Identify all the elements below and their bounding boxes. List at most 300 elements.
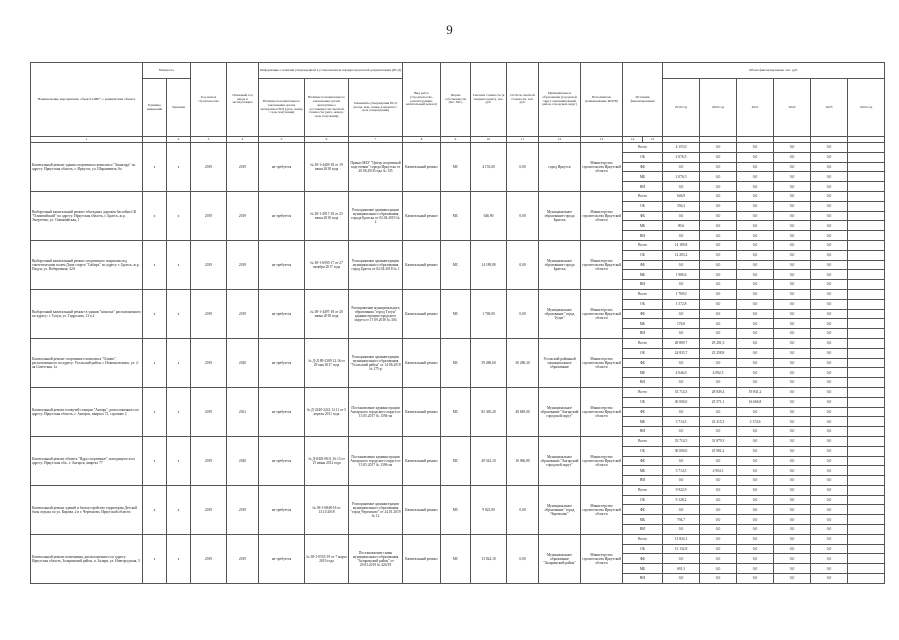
year-end: 2019	[227, 191, 259, 240]
source-label: Всего	[623, 143, 663, 153]
source-label: ОБ	[623, 201, 663, 211]
est-cost: 9 922,90	[471, 485, 507, 534]
funding-value: 0,0	[811, 250, 848, 260]
funding-value: 0,0	[774, 387, 811, 397]
funding-value	[848, 338, 885, 348]
funding-value: 0,0	[737, 172, 774, 182]
funding-value: 0,0	[663, 554, 700, 564]
funding-value: 0,0	[774, 485, 811, 495]
page-number: 9	[446, 22, 453, 37]
funding-value: 0,0	[700, 476, 737, 486]
funding-value: 0,0	[811, 260, 848, 270]
funding-value: 0,0	[737, 485, 774, 495]
header-est-remain: Остаток сметной стоимости, тыс. руб.	[507, 63, 539, 137]
funding-value: 0,0	[774, 397, 811, 407]
source-label: Всего	[623, 191, 663, 201]
price-check: № 38-1-0553-19 от 7 марта 2019 года	[305, 534, 349, 583]
header-executor: Исполнитель (наименование ИОГВ)	[581, 63, 623, 137]
column-number: 14	[623, 137, 643, 143]
source-label: Всего	[623, 534, 663, 544]
table-row	[31, 143, 885, 153]
funding-value: 0,0	[774, 182, 811, 192]
funding-value: 0,0	[811, 495, 848, 505]
unit: х	[143, 534, 167, 583]
funding-value: 0,0	[811, 466, 848, 476]
funding-value: 0,0	[774, 152, 811, 162]
funding-value	[848, 152, 885, 162]
header-ownership: Форма собственности (КС, МС)	[441, 63, 471, 137]
expertise: не требуется	[259, 289, 305, 338]
funding-value: 0,0	[663, 456, 700, 466]
source-label: ВИ	[623, 574, 663, 584]
ownership: МС	[441, 240, 471, 289]
approval: Распоряжение администрации муниципального образования город Братск от 02.04.2018 № 1	[349, 240, 403, 289]
source-label: ОБ	[623, 544, 663, 554]
funding-value: 0,0	[774, 250, 811, 260]
est-cost: 1 769,00	[471, 289, 507, 338]
funding-value: 0,0	[700, 299, 737, 309]
funding-value: 0,0	[700, 427, 737, 437]
ownership: МС	[441, 387, 471, 436]
funding-value: 2 076,5	[663, 172, 700, 182]
table-row	[31, 191, 885, 201]
funding-value	[848, 485, 885, 495]
funding-value: 0,0	[811, 309, 848, 319]
object-name: Капитальный ремонт объекта "Ядро спортивное", находящегося по адресу: Иркутская обл., г. Ангарск, квартал 77	[31, 436, 143, 485]
unit: х	[143, 191, 167, 240]
table-row	[31, 338, 885, 348]
source-label: ФБ	[623, 407, 663, 417]
funding-value: 0,0	[774, 319, 811, 329]
funding-value: 30 000,0	[663, 397, 700, 407]
value: х	[167, 387, 191, 436]
executor: Министерство строительства Иркутской области	[581, 289, 623, 338]
funding-value: 0,0	[663, 162, 700, 172]
source-label: ОБ	[623, 299, 663, 309]
funding-value: 30 000,0	[663, 446, 700, 456]
source-label: ФБ	[623, 505, 663, 515]
price-check: № 38-1-4917-18 от 25 июля 2018 года	[305, 191, 349, 240]
funding-value: 556,3	[663, 201, 700, 211]
funding-value: 0,0	[811, 368, 848, 378]
source-label: ФБ	[623, 554, 663, 564]
ownership: МС	[441, 191, 471, 240]
source-label: ФБ	[623, 260, 663, 270]
work-type: Капитальный ремонт	[403, 534, 441, 583]
funding-value: 0,0	[811, 182, 848, 192]
funding-value: 0,0	[774, 476, 811, 486]
source-label: ОБ	[623, 152, 663, 162]
funding-value: 0,0	[774, 417, 811, 427]
funding-value: 0,0	[700, 250, 737, 260]
price-check: № 38-1-6930-17 от 27 октября 2017 года	[305, 240, 349, 289]
est-cost: 646,90	[471, 191, 507, 240]
header-est-cost: Сметная стоимость (в текущих ценах), тыс. руб.	[471, 63, 507, 137]
funding-value: 0,0	[700, 407, 737, 417]
funding-value: 0,0	[774, 446, 811, 456]
header-municipality: Муниципальное образование (городской округ, муниципальный район, городской округ)	[539, 63, 581, 137]
funding-value: 0,0	[700, 280, 737, 290]
funding-value: 0,0	[700, 534, 737, 544]
funding-value: 0,0	[811, 319, 848, 329]
funding-value: 0,0	[737, 240, 774, 250]
funding-value: 3 714,5	[663, 466, 700, 476]
source-label: ФБ	[623, 358, 663, 368]
funding-value: 0,0	[663, 525, 700, 535]
funding-value: 0,0	[811, 211, 848, 221]
funding-value: 25 258,8	[700, 348, 737, 358]
funding-value: 0,0	[811, 564, 848, 574]
year-start: 2019	[191, 485, 227, 534]
header-year: 2024 год	[848, 79, 885, 137]
year-start: 2019	[191, 289, 227, 338]
municipality: Усольский районный муниципальное образование	[539, 338, 581, 387]
funding-value	[848, 289, 885, 299]
year-end: 2021	[227, 387, 259, 436]
year-start: 2019	[191, 143, 227, 192]
funding-value: 0,0	[663, 378, 700, 388]
unit: х	[143, 240, 167, 289]
funding-value: 13 132,8	[663, 544, 700, 554]
value: х	[167, 191, 191, 240]
funding-value: 0,0	[700, 574, 737, 584]
header-source: Источник финансирования	[623, 63, 663, 137]
est-remain: 0,00	[507, 485, 539, 534]
ownership: МС	[441, 485, 471, 534]
funding-value: 0,0	[774, 436, 811, 446]
funding-value: 0,0	[737, 143, 774, 153]
funding-value: 0,0	[774, 378, 811, 388]
ownership: МС	[441, 289, 471, 338]
header-value: Значение	[167, 79, 191, 137]
funding-value: 0,0	[737, 338, 774, 348]
funding-value: 0,0	[774, 427, 811, 437]
funding-value: 0,0	[811, 387, 848, 397]
year-end: 2020	[227, 436, 259, 485]
funding-value: 0,0	[737, 427, 774, 437]
funding-value: 0,0	[700, 260, 737, 270]
executor: Министерство строительства Иркутской области	[581, 485, 623, 534]
funding-value: 0,0	[811, 172, 848, 182]
approval: Распоряжение администрации муниципального образования "город Черемхово" от 24.01.2019 № 12	[349, 485, 403, 534]
funding-value: 12 203,2	[663, 250, 700, 260]
funding-value: 0,0	[700, 143, 737, 153]
funding-value: 0,0	[737, 211, 774, 221]
municipality: Муниципальное образование "Заларинский район"	[539, 534, 581, 583]
funding-value: 0,0	[700, 505, 737, 515]
funding-value	[848, 505, 885, 515]
year-end: 2019	[227, 485, 259, 534]
funding-value: 0,0	[700, 240, 737, 250]
funding-value: 0,0	[737, 152, 774, 162]
funding-value: 0,0	[774, 270, 811, 280]
funding-value: 0,0	[737, 182, 774, 192]
funding-value: 0,0	[811, 152, 848, 162]
source-label: Всего	[623, 485, 663, 495]
funding-value: 0,0	[663, 427, 700, 437]
year-start: 2019	[191, 240, 227, 289]
work-type: Капитальный ремонт	[403, 338, 441, 387]
source-label: МБ	[623, 564, 663, 574]
object-name: Выборочный капитальный ремонт спортивного покрытия под синтетическим полем Дома спорта "Сибирь" по адресу: г. Братск, ж.р. Падун, ул. Набережная, 42А	[31, 240, 143, 289]
source-label: ФБ	[623, 162, 663, 172]
funding-value: 0,0	[774, 348, 811, 358]
funding-value: 9 922,9	[663, 485, 700, 495]
funding-value	[848, 162, 885, 172]
est-cost: 14 189,80	[471, 240, 507, 289]
funding-value: 0,0	[774, 260, 811, 270]
funding-value: 0,0	[663, 329, 700, 339]
executor: Министерство строительства Иркутской области	[581, 240, 623, 289]
funding-value: 0,0	[811, 436, 848, 446]
header-capacity: Мощность	[143, 63, 191, 79]
source-label: Всего	[623, 338, 663, 348]
funding-value: 0,0	[811, 289, 848, 299]
funding-value: 0,0	[700, 201, 737, 211]
object-name: Капитальный ремонт здания спортивного комплекса "Авангард" по адресу: Иркутская область, г. Иркутск, ул. Шараневича, 6а	[31, 143, 143, 192]
funding-value: 1 572,8	[663, 299, 700, 309]
funding-value: 0,0	[663, 182, 700, 192]
funding-value	[848, 564, 885, 574]
funding-value: 0,0	[737, 368, 774, 378]
table-row	[31, 289, 885, 299]
municipality: Муниципальное образование "город Черемхово"	[539, 485, 581, 534]
source-label: ВИ	[623, 476, 663, 486]
funding-value: 794,7	[663, 515, 700, 525]
ownership: МС	[441, 143, 471, 192]
funding-value: 0,0	[811, 544, 848, 554]
funding-value: 4 046,0	[663, 368, 700, 378]
funding-value	[848, 417, 885, 427]
header-psd-info: Информация о наличии утвержденной в установленном порядке проектной документации (ПСД)	[259, 63, 403, 79]
header-unit: Единица измерения	[143, 79, 167, 137]
funding-value: 0,0	[737, 162, 774, 172]
funding-value	[848, 319, 885, 329]
est-cost: 49 542,10	[471, 436, 507, 485]
unit: х	[143, 485, 167, 534]
funding-value: 13 824,1	[663, 534, 700, 544]
funding-value: 0,0	[700, 309, 737, 319]
column-number: 6	[305, 137, 349, 143]
funding-value: 0,0	[700, 289, 737, 299]
year-end: 2019	[227, 240, 259, 289]
object-name: Капитальный ремонт зданий и благоустройство территории Детской базы отдыха по ул. Кирова, 2 в г. Черемхово, Иркутской области	[31, 485, 143, 534]
funding-value: 0,0	[737, 564, 774, 574]
funding-value: 0,0	[811, 338, 848, 348]
column-number: 8	[403, 137, 441, 143]
unit: х	[143, 387, 167, 436]
funding-value: 4 153,0	[663, 143, 700, 153]
funding-value: 31 879,3	[700, 436, 737, 446]
funding-value: 0,0	[811, 270, 848, 280]
column-number: 2	[167, 137, 191, 143]
funding-value	[848, 240, 885, 250]
value: х	[167, 240, 191, 289]
funding-value: 23 315,3	[700, 417, 737, 427]
funding-value: 0,0	[774, 495, 811, 505]
column-number: 10	[471, 137, 507, 143]
funding-value: 25 981,2	[700, 446, 737, 456]
expertise: не требуется	[259, 387, 305, 436]
funding-value: 25 571,1	[700, 397, 737, 407]
funding-value: 1 986,6	[663, 270, 700, 280]
source-label: МБ	[623, 270, 663, 280]
funding-value: 3 174,6	[737, 417, 774, 427]
funding-value: 0,0	[774, 505, 811, 515]
ownership: МС	[441, 436, 471, 485]
funding-value: 0,0	[811, 476, 848, 486]
funding-value: 0,0	[811, 378, 848, 388]
price-check: № Д-0403-0611.16.13 от 15 июня 2013 года	[305, 436, 349, 485]
funding-value: 0,0	[811, 554, 848, 564]
funding-value	[848, 387, 885, 397]
capital-repair-table	[30, 62, 885, 584]
funding-value: 0,0	[737, 574, 774, 584]
funding-value	[848, 191, 885, 201]
approval: Приказ МБУ "Центр спортивной подготовки" города Иркутска от 20.06.2018 года № 135	[349, 143, 403, 192]
expertise: не требуется	[259, 485, 305, 534]
funding-value: 0,0	[811, 299, 848, 309]
funding-value: 0,0	[811, 456, 848, 466]
column-number: 1	[31, 137, 143, 143]
price-check: № 38-1-6848-18 от 13.10.2018	[305, 485, 349, 534]
object-name: Выборочный капитальный ремонт объездных дорожек бассейна СК "Олимпийский" по адресу: Иркутская область, г. Братск, ж.р. Энергетик, ул. Олимпийская, 1	[31, 191, 143, 240]
approval: Распоряжение муниципального образования "город Тулун" администрации городского округа от 17.09.2018 № 304	[349, 289, 403, 338]
expertise: не требуется	[259, 143, 305, 192]
funding-value: 0,0	[737, 407, 774, 417]
source-label: ВИ	[623, 280, 663, 290]
funding-value	[848, 378, 885, 388]
municipality: Муниципальное образование "Ангарский городской округ"	[539, 436, 581, 485]
funding-value: 0,0	[774, 368, 811, 378]
funding-value	[848, 329, 885, 339]
funding-value: 0,0	[811, 446, 848, 456]
funding-value	[848, 299, 885, 309]
funding-value: 0,0	[774, 240, 811, 250]
est-remain: 30 286,30	[507, 338, 539, 387]
funding-value	[848, 231, 885, 241]
funding-value: 0,0	[737, 525, 774, 535]
funding-value: 0,0	[737, 309, 774, 319]
funding-value	[848, 182, 885, 192]
funding-value: 0,0	[811, 191, 848, 201]
est-remain: 0,00	[507, 143, 539, 192]
header-year-end: Плановый год ввода в эксплуатацию	[227, 63, 259, 137]
work-type: Капитальный ремонт	[403, 191, 441, 240]
price-check: № Д-2240-2241.12.11 от 5 апреля 2011 года	[305, 387, 349, 436]
expertise: не требуется	[259, 436, 305, 485]
value: х	[167, 143, 191, 192]
year-start: 2019	[191, 387, 227, 436]
funding-value: 19 841,2	[737, 387, 774, 397]
funding-value: 0,0	[811, 397, 848, 407]
funding-value: 0,0	[700, 319, 737, 329]
funding-value	[848, 211, 885, 221]
unit: х	[143, 338, 167, 387]
table-row	[31, 534, 885, 544]
funding-value: 0,0	[811, 515, 848, 525]
funding-value: 0,0	[774, 309, 811, 319]
source-label: ФБ	[623, 211, 663, 221]
unit: х	[143, 436, 167, 485]
funding-value: 0,0	[811, 231, 848, 241]
funding-value: 0,0	[700, 515, 737, 525]
funding-value: 0,0	[774, 574, 811, 584]
source-label: ОБ	[623, 250, 663, 260]
funding-value: 33 714,5	[663, 436, 700, 446]
municipality: Муниципальное образование города Братска	[539, 240, 581, 289]
work-type: Капитальный ремонт	[403, 436, 441, 485]
funding-value: 0,0	[737, 456, 774, 466]
table-row	[31, 436, 885, 446]
funding-value: 0,0	[737, 348, 774, 358]
funding-value: 0,0	[737, 191, 774, 201]
funding-value	[848, 544, 885, 554]
municipality: Муниципальное образование "город Тулун"	[539, 289, 581, 338]
header-expertise: Наличие положительного заключения органа экспертизы ПСД (дата, номер / срок получения)	[259, 79, 305, 137]
funding-value: 0,0	[774, 221, 811, 231]
funding-value: 0,0	[774, 211, 811, 221]
funding-value	[848, 397, 885, 407]
funding-value: 176,8	[663, 319, 700, 329]
approval: Постановление администрации Ангарского городского округа от 15.05.2017 № 1394-па	[349, 387, 403, 436]
header-approval: Реквизиты утверждения ПСД (когда, кем, номер документа / срок утверждения)	[349, 79, 403, 137]
executor: Министерство строительства Иркутской области	[581, 143, 623, 192]
funding-value	[848, 201, 885, 211]
source-label: ОБ	[623, 495, 663, 505]
funding-value: 4 092,5	[700, 368, 737, 378]
funding-value: 0,0	[737, 221, 774, 231]
table-row	[31, 240, 885, 250]
funding-value: 0,0	[663, 476, 700, 486]
work-type: Капитальный ремонт	[403, 387, 441, 436]
funding-value: 0,0	[811, 407, 848, 417]
funding-value: 0,0	[737, 505, 774, 515]
price-check: № Д-2189-2389.12.16 от 29 мая 2017 года	[305, 338, 349, 387]
header-work-type: Вид работ (строительство, реконструкция, капитальный ремонт)	[403, 63, 441, 137]
source-label: МБ	[623, 319, 663, 329]
funding-value: 90,6	[663, 221, 700, 231]
funding-value: 0,0	[737, 280, 774, 290]
funding-value: 0,0	[811, 280, 848, 290]
unit: х	[143, 289, 167, 338]
municipality: Муниципальное образование города Братска	[539, 191, 581, 240]
funding-value: 0,0	[737, 358, 774, 368]
funding-value	[848, 515, 885, 525]
funding-value: 0,0	[737, 299, 774, 309]
funding-value: 0,0	[811, 485, 848, 495]
expertise: не требуется	[259, 338, 305, 387]
source-label: ВИ	[623, 427, 663, 437]
funding-value: 29 281,3	[700, 338, 737, 348]
funding-value: 0,0	[774, 329, 811, 339]
funding-value	[848, 358, 885, 368]
funding-value: 0,0	[663, 260, 700, 270]
value: х	[167, 436, 191, 485]
funding-value	[848, 525, 885, 535]
funding-value: 0,0	[700, 152, 737, 162]
municipality: Муниципальное образование "Ангарский городской округ"	[539, 387, 581, 436]
header-name: Наименование мероприятия, объекта ПИР*, с реквизитами объекта	[31, 63, 143, 137]
column-number: 3	[191, 137, 227, 143]
funding-value: 0,0	[737, 231, 774, 241]
work-type: Капитальный ремонт	[403, 289, 441, 338]
funding-value: 0,0	[700, 270, 737, 280]
funding-value: 0,0	[774, 162, 811, 172]
funding-value	[848, 427, 885, 437]
funding-value: 691,3	[663, 564, 700, 574]
funding-value: 0,0	[774, 191, 811, 201]
